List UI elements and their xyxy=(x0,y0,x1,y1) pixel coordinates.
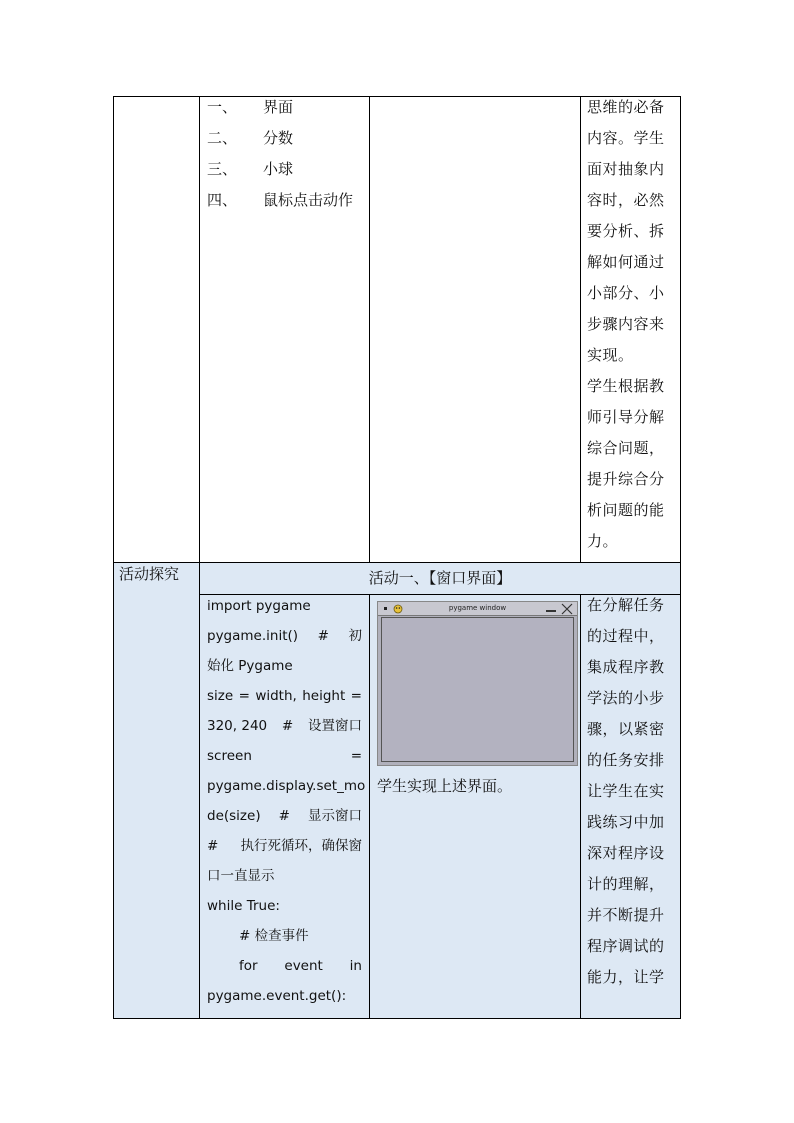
code-token: 320, 240 xyxy=(207,718,268,734)
code-token: # xyxy=(207,838,219,854)
design-intent-line: 小部分、小 xyxy=(587,284,665,302)
column-divider-2-bottom xyxy=(369,594,370,1019)
close-icon xyxy=(561,603,573,615)
list-item xyxy=(207,123,367,154)
window-title-bar xyxy=(378,602,577,616)
table-border-right xyxy=(680,96,681,1019)
code-line xyxy=(207,981,362,1011)
code-token: = xyxy=(350,748,362,764)
minimize-icon xyxy=(546,610,556,612)
list-item-label: 鼠标点击动作 xyxy=(263,191,354,209)
column-divider-1 xyxy=(199,96,200,1019)
activity-title: 活动一、【窗口界面】 xyxy=(368,569,512,587)
code-token: import pygame xyxy=(207,598,311,614)
design-intent-line: 面对抽象内 xyxy=(587,160,665,178)
code-token: pygame.display.set_mo xyxy=(207,778,366,794)
column-divider-3-top xyxy=(580,96,581,562)
code-token: 始化 Pygame xyxy=(207,658,293,674)
code-token: screen xyxy=(207,748,252,764)
design-intent-line: 集成程序教 xyxy=(587,658,665,676)
design-intent-line: 让学生在实 xyxy=(587,782,665,800)
code-token: event xyxy=(284,958,323,974)
code-line xyxy=(207,771,366,801)
list-item-label: 小球 xyxy=(263,160,294,178)
design-intent-line: 计的理解， xyxy=(587,875,665,893)
code-token: # xyxy=(278,808,290,824)
design-intent-line: 师引导分解 xyxy=(587,408,665,426)
design-intent-line: 骤，以紧密 xyxy=(587,720,665,738)
code-token: 显示窗口 xyxy=(308,808,362,824)
window-title: pygame window xyxy=(448,604,507,612)
list-item xyxy=(207,185,367,216)
code-token: = xyxy=(238,688,250,704)
code-line xyxy=(207,861,362,891)
design-intent-line: 内容。学生 xyxy=(587,129,665,147)
code-token: 初 xyxy=(348,628,362,644)
design-intent-line: 要分析、拆 xyxy=(587,222,665,240)
code-token: size xyxy=(207,688,234,704)
code-token: while True: xyxy=(207,898,280,914)
list-item-label: 分数 xyxy=(263,129,294,147)
list-item-number: 三、 xyxy=(207,160,238,178)
code-token: = xyxy=(350,688,362,704)
list-item xyxy=(207,92,367,123)
code-line xyxy=(207,681,362,711)
code-token: pygame.init() xyxy=(207,628,299,644)
list-item-number: 一、 xyxy=(207,98,238,116)
design-intent-line: 程序调试的 xyxy=(587,937,665,955)
design-intent-line: 力。 xyxy=(587,532,619,550)
code-token: height xyxy=(302,688,346,704)
pygame-window-screenshot xyxy=(377,601,578,766)
list-item-label: 界面 xyxy=(263,98,294,116)
code-token: 口一直显示 xyxy=(207,868,275,884)
code-line xyxy=(207,831,362,861)
design-intent-line: 步骤内容来 xyxy=(587,315,665,333)
design-intent-line: 学法的小步 xyxy=(587,689,665,707)
code-token: for xyxy=(239,958,258,974)
column-divider-3-bottom xyxy=(580,594,581,1019)
row-divider-section xyxy=(113,562,681,563)
code-line xyxy=(207,621,362,651)
code-token: width, xyxy=(255,688,297,704)
code-token: in xyxy=(349,958,362,974)
code-line xyxy=(207,591,362,621)
list-item xyxy=(207,154,367,185)
section-label: 活动探究 xyxy=(119,565,180,583)
design-intent-line: 实现。 xyxy=(587,346,634,364)
design-intent-line: 深对程序设 xyxy=(587,844,665,862)
list-item-number: 四、 xyxy=(207,191,238,209)
code-line xyxy=(207,951,362,981)
design-intent-line: 并不断提升 xyxy=(587,906,665,924)
design-intent-line: 的过程中， xyxy=(587,627,665,645)
design-intent-line: 综合问题， xyxy=(587,439,665,457)
design-intent-line: 的任务安排 xyxy=(587,751,665,769)
design-intent-line: 析问题的能 xyxy=(587,501,665,519)
window-canvas xyxy=(381,617,574,762)
design-intent-line: 提升综合分 xyxy=(587,470,665,488)
design-intent-line: 能力，让学 xyxy=(587,968,665,986)
design-intent-line: 践练习中加 xyxy=(587,813,665,831)
design-intent-line: 思维的必备 xyxy=(587,98,665,116)
code-line xyxy=(207,711,362,741)
task-caption: 学生实现上述界面。 xyxy=(377,777,513,795)
column-divider-2-top xyxy=(369,96,370,562)
code-line xyxy=(207,891,362,921)
code-line xyxy=(207,741,362,771)
code-token: 设置窗口 xyxy=(308,718,362,734)
design-intent-line: 学生根据教 xyxy=(587,377,665,395)
list-item-number: 二、 xyxy=(207,129,238,147)
code-token: # xyxy=(317,628,329,644)
code-line xyxy=(207,651,362,681)
design-intent-line: 解如何通过 xyxy=(587,253,665,271)
design-intent-line: 在分解任务 xyxy=(587,596,665,614)
code-token: pygame.event.get(): xyxy=(207,988,347,1004)
design-intent-line: 容时，必然 xyxy=(587,191,665,209)
code-token: 执行死循环，确保窗 xyxy=(240,838,362,854)
code-token: # 检查事件 xyxy=(239,928,309,944)
table-border-left xyxy=(113,96,114,1019)
code-token: # xyxy=(281,718,294,734)
code-token: de(size) xyxy=(207,808,261,824)
code-line xyxy=(207,921,362,951)
code-line xyxy=(207,801,362,831)
